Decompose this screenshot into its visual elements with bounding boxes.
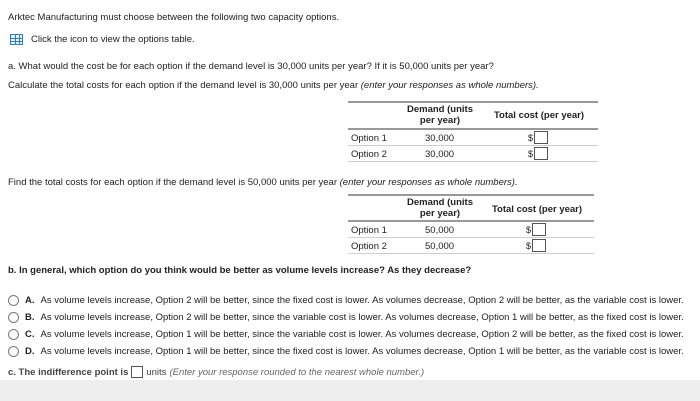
- choice-letter: C.: [25, 329, 35, 340]
- instruction-50k-italic: (enter your responses as whole numbers).: [339, 177, 518, 188]
- instruction-30k-text: Calculate the total costs for each option if the demand level is 30,000 units per year: [8, 80, 359, 91]
- table-header-rule: [348, 128, 598, 130]
- row-divider: [348, 161, 598, 162]
- currency-symbol: $: [528, 148, 534, 159]
- instruction-50k-text: Find the total costs for each option if the demand level is 50,000 units per year: [8, 177, 337, 188]
- row-option-2-demand: 50,000: [425, 241, 455, 252]
- radio-button[interactable]: [8, 329, 19, 340]
- table-grid-icon[interactable]: [10, 34, 23, 45]
- radio-button[interactable]: [8, 295, 19, 306]
- option-1-cost-30k-input[interactable]: [534, 131, 548, 144]
- choice-d[interactable]: [8, 346, 684, 357]
- currency-symbol: $: [526, 224, 532, 235]
- col-header-total-cost: Total cost (per year): [493, 110, 585, 121]
- col-header-demand: [402, 104, 478, 126]
- row-divider: [348, 253, 594, 254]
- part-c-units: units: [146, 366, 167, 378]
- instruction-50k: [8, 177, 518, 188]
- col-header-demand-line2: per year): [419, 115, 461, 126]
- table-top-rule: [348, 101, 598, 103]
- col-header-demand: [402, 197, 478, 219]
- row-option-1-label: Option 1: [351, 225, 387, 236]
- choice-letter: A.: [25, 295, 35, 306]
- part-b-question: b. In general, which option do you think would be better as volume levels increase? As they decrease?: [8, 265, 472, 276]
- choice-text: As volume levels increase, Option 1 will be better, since the variable cost is lower. As volumes decrease, Option 2 will be better, as the fixed cost is lower.: [40, 329, 684, 340]
- table-top-rule: [348, 194, 594, 196]
- row-option-2-cost: [526, 239, 546, 252]
- choice-a[interactable]: [8, 295, 684, 306]
- options-table-link[interactable]: [10, 34, 195, 45]
- row-option-2-label: Option 2: [351, 149, 387, 160]
- radio-button[interactable]: [8, 312, 19, 323]
- choice-text: As volume levels increase, Option 1 will be better, since the fixed cost is lower. As volumes decrease, Option 1 will be better, as the variable cost is lower.: [40, 346, 684, 357]
- choice-text: As volume levels increase, Option 2 will be better, since the variable cost is lower. As volumes decrease, Option 1 will be better, as the fixed cost is lower.: [40, 312, 684, 323]
- row-option-1-label: Option 1: [351, 133, 387, 144]
- row-option-1-demand: 50,000: [425, 225, 455, 236]
- row-option-2-demand: 30,000: [425, 149, 455, 160]
- part-c-instruction: (Enter your response rounded to the nearest whole number.): [169, 366, 425, 378]
- option-2-cost-30k-input[interactable]: [534, 147, 548, 160]
- table-header-rule: [348, 220, 594, 222]
- col-header-demand-line2: per year): [419, 208, 461, 219]
- radio-button[interactable]: [8, 346, 19, 357]
- problem-intro: Arktec Manufacturing must choose between the following two capacity options.: [8, 12, 340, 23]
- col-header-total-cost: Total cost (per year): [491, 204, 583, 215]
- instruction-30k-italic: (enter your responses as whole numbers).: [360, 80, 539, 91]
- currency-symbol: $: [528, 132, 534, 143]
- row-divider: [348, 145, 598, 146]
- choice-letter: D.: [25, 346, 35, 357]
- col-header-demand-line1: Demand (units: [407, 197, 473, 208]
- options-table-link-text: Click the icon to view the options table.: [31, 34, 195, 45]
- part-c-prefix: c. The indifference point is: [8, 366, 129, 378]
- option-1-cost-50k-input[interactable]: [532, 223, 546, 236]
- row-option-2-label: Option 2: [351, 241, 387, 252]
- currency-symbol: $: [526, 240, 532, 251]
- row-option-1-cost: [526, 223, 546, 236]
- col-header-demand-line1: Demand (units: [407, 104, 473, 115]
- part-a-question: a. What would the cost be for each option if the demand level is 30,000 units per year? If it is 50,000 units per year?: [8, 61, 494, 72]
- row-option-1-demand: 30,000: [425, 133, 455, 144]
- row-option-1-cost: [528, 131, 548, 144]
- page-bottom-strip: [0, 380, 700, 401]
- row-divider: [348, 237, 594, 238]
- option-2-cost-50k-input[interactable]: [532, 239, 546, 252]
- choice-b[interactable]: [8, 312, 684, 323]
- part-c-question: [8, 366, 424, 378]
- indifference-point-input[interactable]: [131, 366, 143, 378]
- choice-letter: B.: [25, 312, 35, 323]
- choice-text: As volume levels increase, Option 2 will be better, since the fixed cost is lower. As volumes decrease, Option 2 will be better, as the variable cost is lower.: [40, 295, 684, 306]
- row-option-2-cost: [528, 147, 548, 160]
- choice-c[interactable]: [8, 329, 684, 340]
- instruction-30k: [8, 80, 539, 91]
